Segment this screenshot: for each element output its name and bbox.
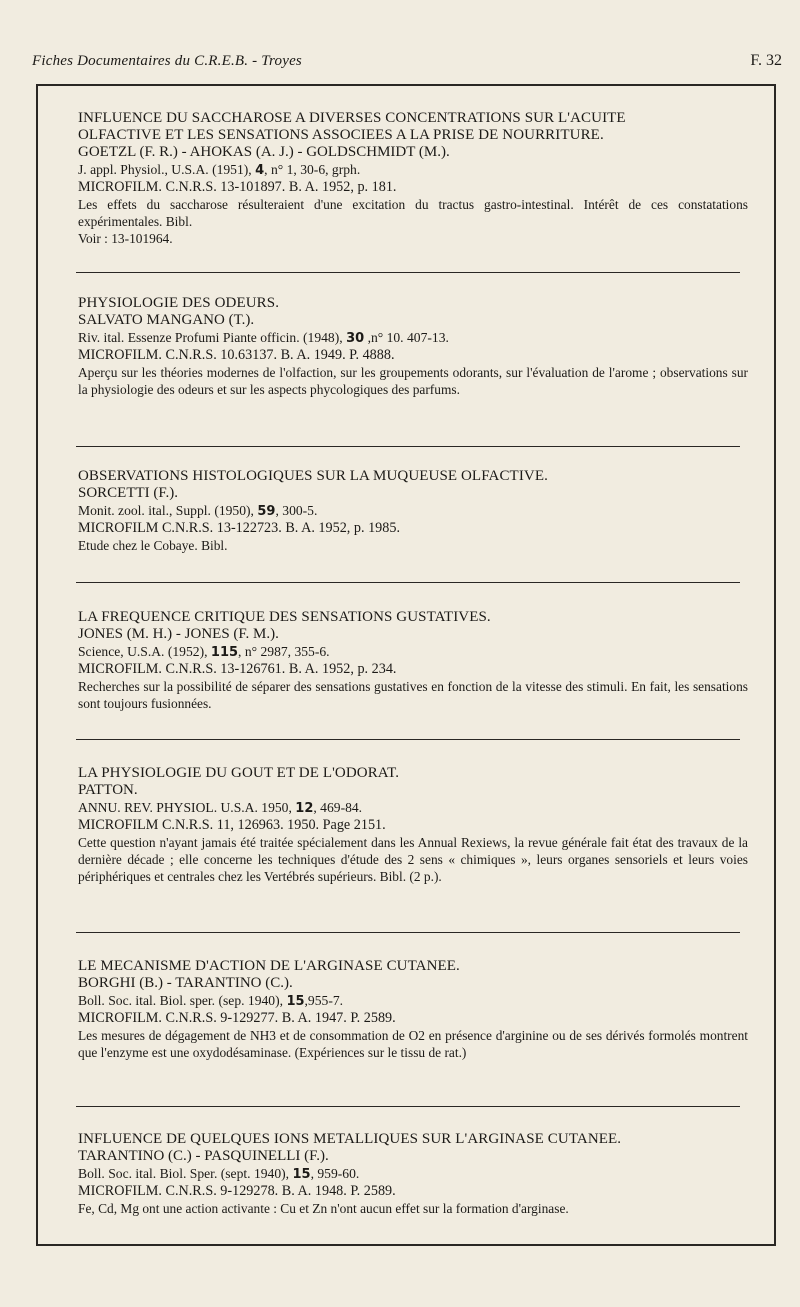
entry-journal: Boll. Soc. ital. Biol. Sper. (sept. 1940), 15, 959-60. [78,1166,360,1182]
entry-separator [76,272,740,273]
entry-journal: Science, U.S.A. (1952), 115, n° 2987, 355-6. [78,644,330,660]
volume-number: 15 [292,1167,311,1182]
entry-1 [78,110,748,247]
volume-number: 115 [210,645,239,660]
entry-microfilm: MICROFILM. C.N.R.S. 9-129278. B. A. 1948. P. 2589. [78,1183,396,1199]
entry-separator [76,582,740,583]
entry-authors: SORCETTI (F.). [78,485,179,501]
entry-microfilm: MICROFILM. C.N.R.S. 13-101897. B. A. 1952, p. 181. [78,179,397,195]
entry-separator [76,739,740,740]
entry-6 [78,958,748,1061]
page-header [32,52,782,76]
entry-microfilm: MICROFILM C.N.R.S. 13-122723. B. A. 1952, p. 1985. [78,520,401,536]
volume-number: 30 [346,331,365,346]
folio-number: F. 32 [750,52,782,69]
entry-microfilm: MICROFILM. C.N.R.S. 13-126761. B. A. 1952, p. 234. [78,661,397,677]
entry-4 [78,609,748,712]
entry-see-also: Voir : 13-101964. [78,231,173,246]
entry-microfilm: MICROFILM. C.N.R.S. 10.63137. B. A. 1949. P. 4888. [78,347,395,363]
entry-separator [76,1106,740,1107]
entry-journal: Monit. zool. ital., Suppl. (1950), 59, 300-5. [78,503,318,519]
volume-number: 15 [286,994,305,1009]
entry-microfilm: MICROFILM C.N.R.S. 11, 126963. 1950. Page 2151. [78,817,386,833]
entry-title: LA FREQUENCE CRITIQUE DES SENSATIONS GUSTATIVES. [78,609,491,625]
entry-separator [76,446,740,447]
entry-5 [78,765,748,885]
entry-title: LA PHYSIOLOGIE DU GOUT ET DE L'ODORAT. [78,765,400,781]
entry-summary: Les mesures de dégagement de NH3 et de consommation de O2 en présence d'arginine ou de ses dérivés formolés montrent que l'enzyme est une oxydodésaminase. (Expériences sur le tissu de rat.) [78,1028,748,1060]
entry-journal: J. appl. Physiol., U.S.A. (1951), 4, n° 1, 30-6, grph. [78,162,361,178]
volume-number: 59 [257,504,276,519]
entry-title: INFLUENCE DE QUELQUES IONS METALLIQUES SUR L'ARGINASE CUTANEE. [78,1131,622,1147]
entry-2 [78,295,748,398]
entry-summary: Les effets du saccharose résulteraient d'une excitation du tractus gastro-intestinal. Intérêt de ces constatations expérimentales. Bibl. [78,197,748,229]
series-title: Fiches Documentaires du C.R.E.B. - Troyes [32,53,302,69]
entry-authors: GOETZL (F. R.) - AHOKAS (A. J.) - GOLDSCHMIDT (M.). [78,144,450,160]
entry-title: INFLUENCE DU SACCHAROSE A DIVERSES CONCENTRATIONS SUR L'ACUITE [78,110,626,126]
entry-separator [76,932,740,933]
entry-journal: ANNU. REV. PHYSIOL. U.S.A. 1950, 12, 469-84. [78,800,363,816]
entry-journal: Riv. ital. Essenze Profumi Piante officin. (1948), 30 ,n° 10. 407-13. [78,330,449,346]
entry-authors: BORGHI (B.) - TARANTINO (C.). [78,975,293,991]
entry-summary: Cette question n'ayant jamais été traitée spécialement dans les Annual Rexiews, la revue générale fait état des travaux de la dernière décade ; elle concerne les techniques d'étude des 2 sens « chimiques », leurs organes sensoriels et leurs voies périphériques et centrales chez les Vertébrés supérieurs. Bibl. (2 p.). [78,835,748,884]
entry-authors: TARANTINO (C.) - PASQUINELLI (F.). [78,1148,329,1164]
entry-microfilm: MICROFILM. C.N.R.S. 9-129277. B. A. 1947. P. 2589. [78,1010,396,1026]
entry-authors: JONES (M. H.) - JONES (F. M.). [78,626,279,642]
volume-number: 12 [295,801,314,816]
volume-number: 4 [255,163,265,178]
entry-summary: Etude chez le Cobaye. Bibl. [78,538,228,553]
entry-7 [78,1131,748,1217]
entry-authors: SALVATO MANGANO (T.). [78,312,255,328]
entry-title: LE MECANISME D'ACTION DE L'ARGINASE CUTANEE. [78,958,460,974]
entry-journal: Boll. Soc. ital. Biol. sper. (sep. 1940), 15,955-7. [78,993,344,1009]
entry-summary: Fe, Cd, Mg ont une action activante : Cu et Zn n'ont aucun effet sur la formation d'arginase. [78,1201,569,1216]
entry-authors: PATTON. [78,782,138,798]
entry-3 [78,468,748,554]
entry-summary: Aperçu sur les théories modernes de l'olfaction, sur les groupements odorants, sur l'évaluation de l'arome ; observations sur la physiologie des odeurs et sur les aspects phycologiques des parfums. [78,365,748,397]
entry-title: PHYSIOLOGIE DES ODEURS. [78,295,280,311]
entry-title-cont: OLFACTIVE ET LES SENSATIONS ASSOCIEES A LA PRISE DE NOURRITURE. [78,127,604,143]
entry-title: OBSERVATIONS HISTOLOGIQUES SUR LA MUQUEUSE OLFACTIVE. [78,468,548,484]
entry-summary: Recherches sur la possibilité de séparer des sensations gustatives en fonction de la vitesse des stimuli. En fait, les sensations sont toujours fusionnées. [78,679,748,711]
